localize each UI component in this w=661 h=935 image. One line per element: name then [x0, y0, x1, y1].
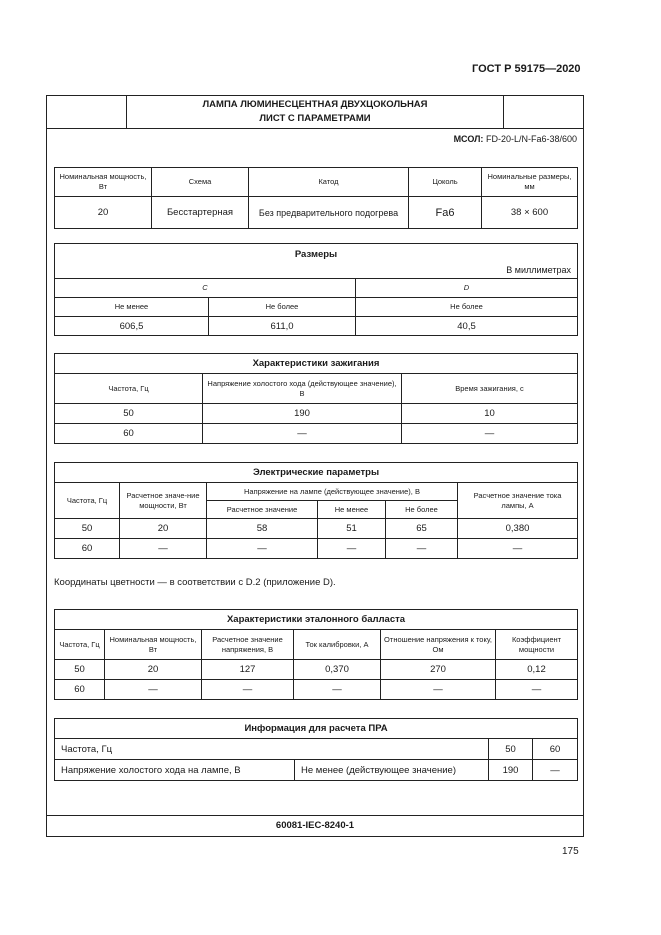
general-header: Цоколь	[409, 168, 482, 197]
ballast-cell: 127	[202, 660, 294, 680]
electrical-cell: 51	[318, 519, 386, 539]
ballast-cell: —	[202, 680, 294, 700]
electrical-cell: 50	[55, 519, 120, 539]
electrical-header-power: Расчетное значе-ние мощности, Вт	[120, 483, 207, 519]
dimension-value: 606,5	[55, 317, 209, 336]
title-divider-right	[503, 95, 504, 129]
pra-frequency-value: 50	[489, 739, 533, 760]
electrical-header-current: Расчетное значение тока лампы, А	[458, 483, 578, 519]
dimensions-table	[54, 243, 578, 336]
dimensions-caption: Размеры	[294, 249, 338, 260]
electrical-cell: —	[458, 539, 578, 559]
electrical-cell: 65	[386, 519, 458, 539]
dimension-c-header: C	[55, 279, 356, 298]
mcol-value: FD-20-L/N-Fa6-38/600	[485, 134, 577, 144]
ignition-table	[54, 353, 578, 444]
ignition-cell: 60	[55, 424, 203, 444]
ignition-header: Напряжение холостого хода (действующее значение), В	[203, 374, 402, 404]
general-value: 38 × 600	[482, 197, 578, 229]
sheet-code: 60081-IEC-8240-1	[46, 815, 584, 837]
ballast-table	[54, 609, 578, 700]
pra-voltage-label: Напряжение холостого хода на лампе, В	[55, 760, 295, 781]
electrical-cell: 20	[120, 519, 207, 539]
ballast-cell: 50	[55, 660, 105, 680]
ballast-header: Ток калибровки, А	[294, 630, 381, 660]
general-header: Катод	[249, 168, 409, 197]
page-number: 175	[562, 846, 579, 857]
ignition-header: Время зажигания, с	[402, 374, 578, 404]
standard-number: ГОСТ Р 59175—2020	[472, 63, 581, 75]
general-header: Схема	[152, 168, 249, 197]
dimension-d-header: D	[356, 279, 578, 298]
ballast-cell: 270	[381, 660, 496, 680]
mcol-label: МСОЛ:	[453, 134, 484, 144]
ballast-caption: Характеристики эталонного балласта	[55, 610, 578, 630]
chromaticity-note: Координаты цветности — в соответствии с D.2 (приложение D).	[54, 577, 336, 588]
electrical-header-frequency: Частота, Гц	[55, 483, 120, 519]
general-header: Номинальная мощность, Вт	[55, 168, 152, 197]
electrical-table	[54, 462, 578, 559]
pra-frequency-value: 60	[533, 739, 578, 760]
electrical-header-voltage: Напряжение на лампе (действующее значение), В	[207, 483, 458, 501]
pra-voltage-value: 190	[489, 760, 533, 781]
sheet-title	[127, 98, 503, 126]
dimensions-subheader: Не более	[356, 298, 578, 317]
pra-table	[54, 718, 578, 781]
general-value: Бесстартерная	[152, 197, 249, 229]
general-value: Без предварительного подогрева	[249, 197, 409, 229]
ballast-header: Частота, Гц	[55, 630, 105, 660]
electrical-cell: 60	[55, 539, 120, 559]
dimension-value: 611,0	[209, 317, 356, 336]
ignition-cell: —	[203, 424, 402, 444]
electrical-cell: —	[386, 539, 458, 559]
general-table	[54, 167, 578, 229]
dimension-value: 40,5	[356, 317, 578, 336]
pra-voltage-value: —	[533, 760, 578, 781]
pra-caption: Информация для расчета ПРА	[55, 719, 578, 739]
electrical-subheader: Не менее	[318, 501, 386, 519]
ballast-header: Отношение напряжения к току, Ом	[381, 630, 496, 660]
dimensions-subheader: Не менее	[55, 298, 209, 317]
title-line-2: ЛИСТ С ПАРАМЕТРАМИ	[259, 113, 371, 124]
ballast-cell: —	[381, 680, 496, 700]
ballast-header: Номинальная мощность, Вт	[105, 630, 202, 660]
dimensions-subheader: Не более	[209, 298, 356, 317]
ignition-header: Частота, Гц	[55, 374, 203, 404]
electrical-cell: —	[207, 539, 318, 559]
ballast-cell: 60	[55, 680, 105, 700]
dimensions-caption-cell	[55, 244, 578, 279]
ballast-header: Расчетное значение напряжения, В	[202, 630, 294, 660]
electrical-caption: Электрические параметры	[55, 463, 578, 483]
electrical-subheader: Не более	[386, 501, 458, 519]
electrical-subheader: Расчетное значение	[207, 501, 318, 519]
general-value: 20	[55, 197, 152, 229]
general-value: Fa6	[409, 197, 482, 229]
ignition-caption: Характеристики зажигания	[55, 354, 578, 374]
ballast-cell: 20	[105, 660, 202, 680]
ballast-cell: —	[294, 680, 381, 700]
ignition-cell: 190	[203, 404, 402, 424]
ballast-cell: 0,370	[294, 660, 381, 680]
mcol-designation	[454, 134, 577, 144]
pra-voltage-condition: Не менее (действующее значение)	[295, 760, 489, 781]
ignition-cell: —	[402, 424, 578, 444]
electrical-cell: —	[120, 539, 207, 559]
ballast-cell: 0,12	[496, 660, 578, 680]
ballast-cell: —	[105, 680, 202, 700]
ignition-cell: 10	[402, 404, 578, 424]
ignition-cell: 50	[55, 404, 203, 424]
title-line-1: ЛАМПА ЛЮМИНЕСЦЕНТНАЯ ДВУХЦОКОЛЬНАЯ	[202, 99, 428, 110]
ballast-header: Коэффициент мощности	[496, 630, 578, 660]
dimensions-unit: В миллиметрах	[506, 265, 572, 275]
electrical-cell: 58	[207, 519, 318, 539]
electrical-cell: —	[318, 539, 386, 559]
pra-frequency-label: Частота, Гц	[55, 739, 489, 760]
general-header: Номинальные размеры, мм	[482, 168, 578, 197]
electrical-cell: 0,380	[458, 519, 578, 539]
ballast-cell: —	[496, 680, 578, 700]
